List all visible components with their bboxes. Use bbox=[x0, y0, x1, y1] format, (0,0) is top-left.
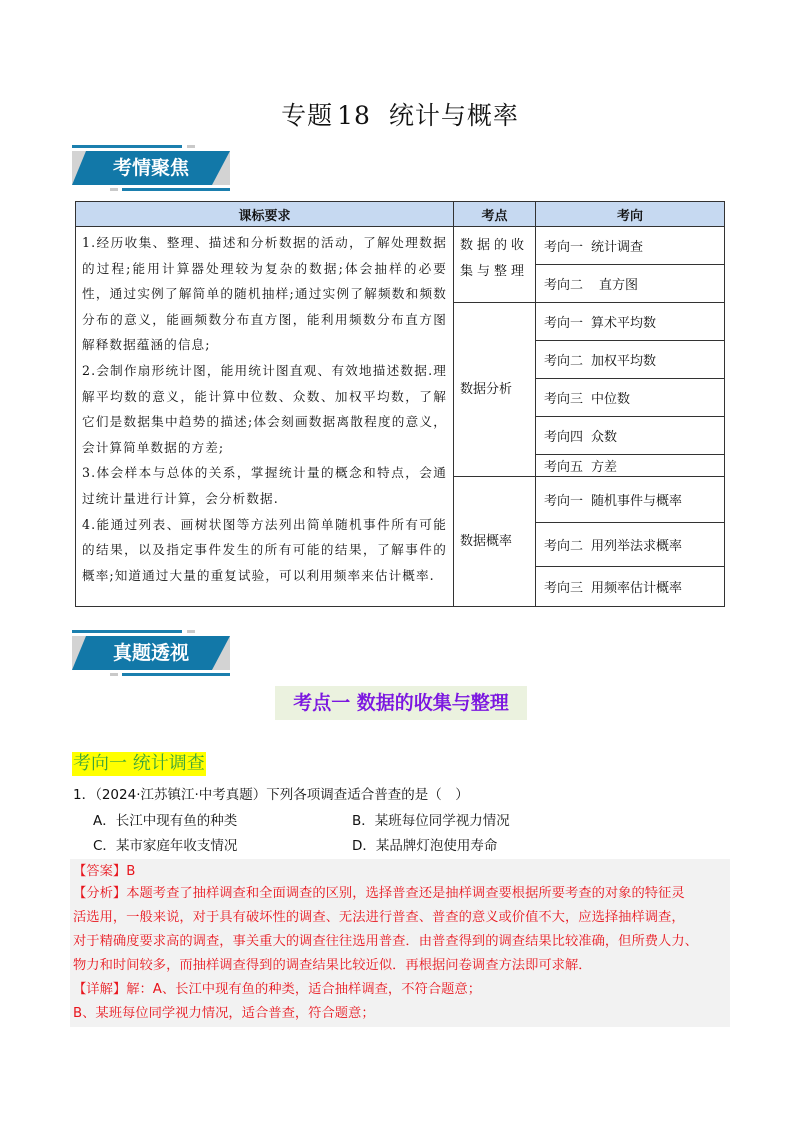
banner-label: 考情聚焦 bbox=[112, 157, 189, 179]
direction-label: 考向一 bbox=[544, 494, 584, 509]
direction-topic: 随机事件与概率 bbox=[591, 494, 683, 509]
direction-label: 考向四 bbox=[544, 430, 584, 445]
direction-topic: 直方图 bbox=[599, 278, 639, 293]
direction-topic: 方差 bbox=[591, 460, 618, 475]
option-a bbox=[93, 810, 237, 832]
detail-line bbox=[73, 979, 481, 1001]
banner-line bbox=[110, 673, 118, 676]
direction-label: 考向一 bbox=[544, 240, 584, 255]
option-key: A． bbox=[93, 813, 116, 829]
direction-label: 考向二 bbox=[544, 278, 584, 293]
banner-line bbox=[187, 145, 195, 148]
banner-line bbox=[122, 673, 230, 676]
direction-topic: 加权平均数 bbox=[591, 354, 657, 369]
banner-line bbox=[72, 145, 182, 148]
standard-item: 1.经历收集、整理、描述和分析数据的活动，了解处理数据的过程;能用计算器处理较为复杂的数据;体会抽样的必要性，通过实例了解简单的随机抽样;通过实例了解频数和频数分布的意义，能画频数分布直方图，能利用频数分布直方图解释数据蕴涵的信息; bbox=[82, 235, 447, 353]
option-key: C． bbox=[93, 838, 116, 854]
question-source: （2024·江苏镇江·中考真题） bbox=[95, 787, 267, 803]
detail-tag: 【详解】 bbox=[73, 982, 127, 997]
direction-cell bbox=[536, 417, 725, 455]
direction-cell bbox=[536, 227, 725, 265]
answer-value: B bbox=[126, 864, 136, 879]
direction-cell bbox=[536, 379, 725, 417]
direction-cell bbox=[536, 265, 725, 303]
point-cell bbox=[454, 303, 536, 477]
option-c bbox=[93, 835, 237, 857]
direction-cell bbox=[536, 455, 725, 477]
banner-line bbox=[110, 188, 118, 191]
direction-cell bbox=[536, 341, 725, 379]
analysis-text: 本题考查了抽样调查和全面调查的区别，选择普查还是抽样调查要根据所要考查的对象的特征灵 bbox=[126, 886, 685, 901]
point-cell bbox=[454, 477, 536, 607]
direction-topic: 算术平均数 bbox=[591, 316, 657, 331]
detail-line: B、某班每位同学视力情况，适合普查，符合题意； bbox=[73, 1006, 375, 1021]
direction-cell bbox=[536, 523, 725, 567]
standard-item: 3.体会样本与总体的关系，掌握统计量的概念和特点，会通过统计量进行计算，会分析数据. bbox=[82, 465, 447, 506]
exam-direction-heading: 考向一 统计调查 bbox=[73, 753, 205, 774]
point-label: 数据分析 bbox=[460, 381, 513, 397]
banner-line bbox=[72, 630, 182, 633]
question-number: 1． bbox=[73, 787, 96, 803]
direction-cell bbox=[536, 567, 725, 607]
title-number: 18 bbox=[337, 101, 371, 130]
analysis-line: 对于精确度要求高的调查，事关重大的调查往往选用普查．由普查得到的调查结果比较准确，但所费人力、 bbox=[73, 934, 698, 949]
option-key: D． bbox=[352, 838, 376, 854]
page-title bbox=[0, 96, 800, 132]
direction-topic: 用频率估计概率 bbox=[591, 581, 683, 596]
banner-line bbox=[122, 188, 230, 191]
header-point: 考点 bbox=[454, 202, 536, 227]
answer-tag: 【答案】 bbox=[73, 864, 127, 879]
direction-label: 考向三 bbox=[544, 392, 584, 407]
answer-line bbox=[73, 861, 135, 883]
section-banner-real-exams bbox=[72, 630, 230, 678]
option-text: 长江中现有鱼的种类 bbox=[115, 813, 238, 829]
title-name: 统计与概率 bbox=[388, 101, 519, 130]
direction-topic: 中位数 bbox=[591, 392, 631, 407]
standard-item: 2.会制作扇形统计图，能用统计图直观、有效地描述数据.理解平均数的意义，能计算中位数、众数、加权平均数，了解它们是数据集中趋势的描述;体会刻画数据离散程度的意义，会计算简单数据的方差; bbox=[82, 362, 447, 455]
exam-point-heading: 考点一 数据的收集与整理 bbox=[275, 686, 527, 720]
title-prefix: 专题 bbox=[281, 101, 334, 130]
direction-topic: 用列举法求概率 bbox=[591, 539, 683, 554]
direction-label: 考向二 bbox=[544, 354, 584, 369]
direction-topic: 统计调查 bbox=[591, 240, 644, 255]
requirements-table bbox=[75, 201, 725, 607]
banner-line bbox=[187, 630, 195, 633]
option-b bbox=[352, 810, 510, 832]
option-text: 某班每位同学视力情况 bbox=[374, 813, 510, 829]
option-text: 某品牌灯泡使用寿命 bbox=[375, 838, 498, 854]
table-row bbox=[76, 227, 725, 265]
analysis-line: 活选用，一般来说，对于具有破坏性的调查、无法进行普查、普查的意义或价值不大，应选择抽样调查， bbox=[73, 910, 685, 925]
table-header-row bbox=[76, 202, 725, 227]
analysis-tag: 【分析】 bbox=[73, 886, 127, 901]
direction-label: 考向三 bbox=[544, 581, 584, 596]
option-d bbox=[352, 835, 497, 857]
point-label: 数据概率 bbox=[460, 533, 513, 549]
direction-cell bbox=[536, 477, 725, 523]
direction-cell bbox=[536, 303, 725, 341]
header-standards: 课标要求 bbox=[76, 202, 454, 227]
question-stem bbox=[73, 784, 469, 806]
banner-label: 真题透视 bbox=[112, 642, 189, 664]
detail-text: 解：A、长江中现有鱼的种类，适合抽样调查，不符合题意； bbox=[126, 982, 482, 997]
direction-label: 考向五 bbox=[544, 460, 584, 475]
section-banner-focus bbox=[72, 145, 230, 193]
analysis-line bbox=[73, 883, 685, 905]
standards-cell bbox=[76, 227, 454, 607]
point-label: 数据的收集与整理 bbox=[460, 238, 529, 279]
header-direction: 考向 bbox=[536, 202, 725, 227]
direction-label: 考向二 bbox=[544, 539, 584, 554]
option-text: 某市家庭年收支情况 bbox=[115, 838, 238, 854]
direction-topic: 众数 bbox=[591, 430, 618, 445]
option-key: B． bbox=[352, 813, 375, 829]
question-text: 下列各项调查适合普查的是（ ） bbox=[266, 787, 469, 803]
point-cell bbox=[454, 227, 536, 303]
direction-label: 考向一 bbox=[544, 316, 584, 331]
analysis-line: 物力和时间较多，而抽样调查得到的调查结果比较近似．再根据问卷调查方法即可求解． bbox=[73, 958, 592, 973]
standard-item: 4.能通过列表、画树状图等方法列出简单随机事件所有可能的结果，以及指定事件发生的所有可能的结果，了解事件的概率;知道通过大量的重复试验，可以利用频率来估计概率. bbox=[82, 516, 447, 583]
